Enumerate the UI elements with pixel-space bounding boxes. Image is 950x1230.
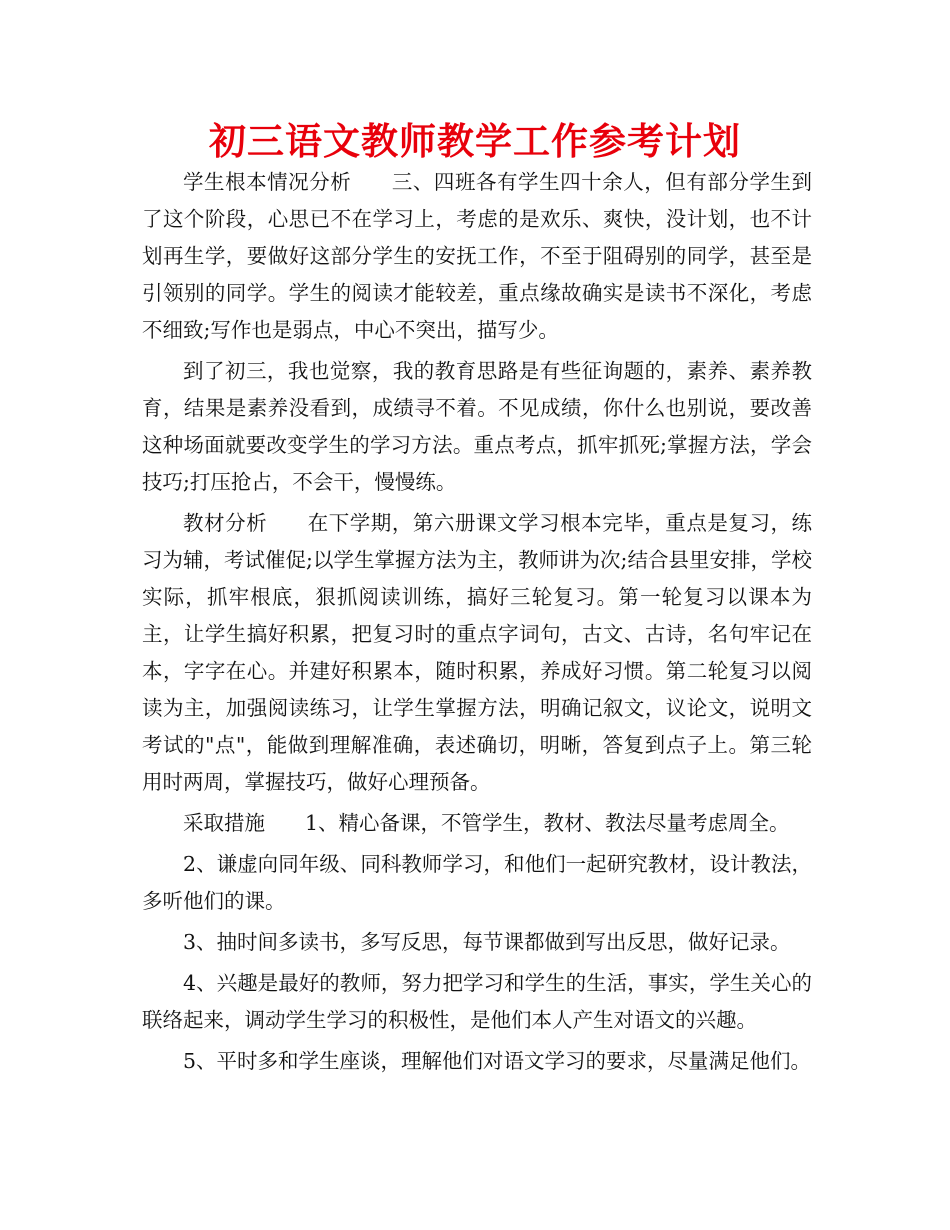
paragraph-measure-2	[142, 846, 812, 920]
paragraph-text: 在下学期，第六册课文学习根本完毕，重点是复习，练习为辅，考试催促;以学生掌握方法为主，教师讲为次;结合县里安排，学校实际，抓牢根底，狠抓阅读训练，搞好三轮复习。第一轮复习以课本为主，让学生搞好积累，把复习时的重点字词句，古文、古诗，名句牢记在本，字字在心。并建好积累本，随时积累，养成好习惯。第二轮复习以阅读为主，加强阅读练习，让学生掌握方法，明确记叙文，议论文，说明文考试的"点"，能做到理解准确，表述确切，明晰，答复到点子上。第三轮用时两周，掌握技巧，做好心理预备。	[142, 511, 813, 794]
section-heading: 采取措施	[183, 811, 265, 835]
section-heading: 教材分析	[183, 511, 268, 535]
paragraph-text: 三、四班各有学生四十余人，但有部分学生到了这个阶段，心思已不在学习上，考虑的是欢乐、爽快，没计划，也不计划再生学，要做好这部分学生的安抚工作，不至于阻碍别的同学，甚至是引领别的同学。学生的阅读才能较差，重点缘故确实是读书不深化，考虑不细致;写作也是弱点，中心不突出，描写少。	[142, 170, 813, 342]
paragraph-measure-3	[142, 924, 812, 961]
paragraph-student-situation	[142, 164, 812, 349]
paragraph-teaching-reflection	[142, 353, 812, 501]
paragraph-text: 1、精心备课，不管学生，教材、教法尽量考虑周全。	[305, 811, 790, 835]
section-heading: 学生根本情况分析	[183, 170, 352, 194]
document-body	[142, 164, 812, 1084]
paragraph-text: 3、抽时间多读书，多写反思，每节课都做到写出反思，做好记录。	[183, 930, 791, 954]
page-title: 初三语文教师教学工作参考计划	[209, 120, 741, 163]
paragraph-textbook-analysis	[142, 505, 812, 801]
paragraph-measure-4	[142, 965, 812, 1039]
paragraph-text: 2、谦虚向同年级、同科教师学习，和他们一起研究教材，设计教法，多听他们的课。	[142, 852, 812, 913]
paragraph-measures	[142, 805, 812, 842]
paragraph-text: 5、平时多和学生座谈，理解他们对语文学习的要求，尽量满足他们。	[183, 1049, 812, 1073]
paragraph-text: 4、兴趣是最好的教师，努力把学习和学生的生活，事实，学生关心的联络起来，调动学生学习的积极性，是他们本人产生对语文的兴趣。	[142, 971, 812, 1032]
paragraph-text: 到了初三，我也觉察，我的教育思路是有些征询题的，素养、素养教育，结果是素养没看到，成绩寻不着。不见成绩，你什么也别说，要改善这种场面就要改变学生的学习方法。重点考点，抓牢抓死;掌握方法，学会技巧;打压抢占，不会干，慢慢练。	[142, 359, 812, 494]
paragraph-measure-5	[142, 1043, 812, 1080]
